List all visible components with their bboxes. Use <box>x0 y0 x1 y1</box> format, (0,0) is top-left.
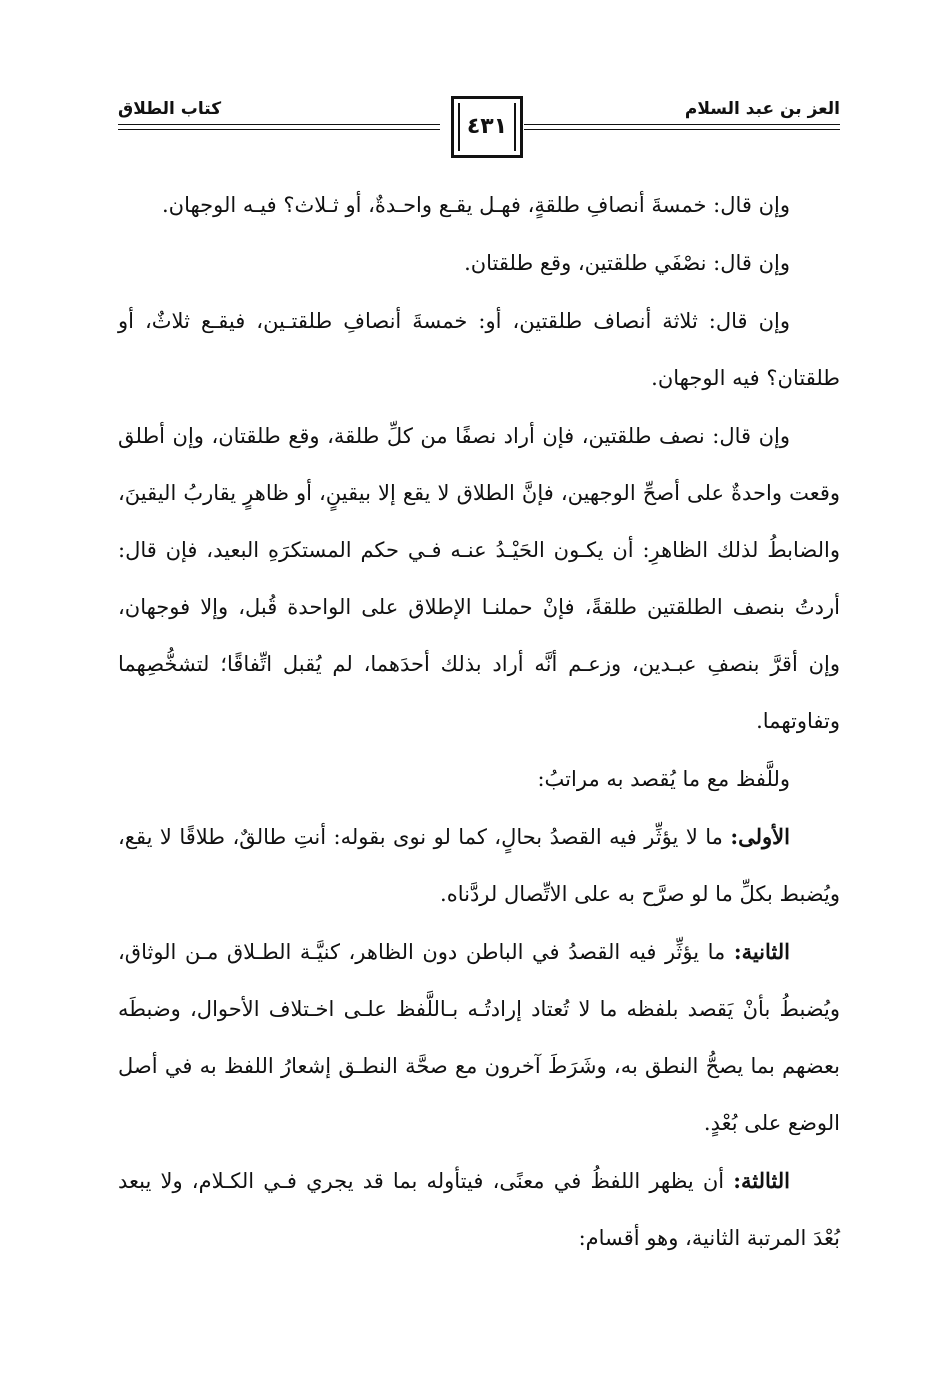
page-body <box>118 176 840 1267</box>
paragraph-text: ما لا يؤثِّر فيه القصدُ بحالٍ، كما لو نوى بقوله: أنتِ طالقٌ، طلاقًا لا يقع، ويُضبط بكلِّ ما لو صرَّح به على الاتِّصال لردَّناه. <box>118 825 840 906</box>
paragraph <box>118 808 840 923</box>
paragraph-lead: الثالثة: <box>733 1168 790 1193</box>
page-number-frame <box>451 96 523 158</box>
paragraph <box>118 292 840 407</box>
paragraph <box>118 923 840 1152</box>
paragraph-text: أن يظهر اللفظُ في معنًى، فيتأوله بما قد يجري فـي الكـلام، ولا يبعد بُعْدَ المرتبة الثانية، وهو أقسام: <box>118 1169 840 1250</box>
header-rule-left <box>118 124 440 130</box>
paragraph <box>118 407 840 750</box>
page-number: ٤٣١ <box>466 114 508 139</box>
chapter-running-head: كتاب الطلاق <box>118 99 222 119</box>
paragraph <box>118 234 840 292</box>
paragraph <box>118 1152 840 1267</box>
paragraph-text: وللَّفظ مع ما يُقصد به مراتبُ: <box>537 767 790 791</box>
header-rule-right <box>524 124 840 130</box>
author-running-head: العز بن عبد السلام <box>684 99 840 119</box>
paragraph-text: وإن قال: نصْفَي طلقتين، وقع طلقتان. <box>464 251 790 275</box>
paragraph <box>118 750 840 808</box>
paragraph <box>118 176 840 234</box>
paragraph-text: وإن قال: خمسةَ أنصافِ طلقةٍ، فهـل يقـع واحـدةٌ، أو ثـلاث؟ فيـه الوجهان. <box>161 193 790 217</box>
paragraph-text: وإن قال: نصف طلقتين، فإن أراد نصفًا من كلِّ طلقة، وقع طلقتان، وإن أطلق وقعت واحدةٌ على أصحِّ الوجهين، فإنَّ الطلاق لا يقع إلا بيقينٍ، أو ظاهرٍ يقاربُ اليقينَ، والضابطُ لذلك الظاهرِ: أن يكـون الحَيْـدُ عنـه فـي حكم المستكرَهِ البعيد، فإن قال: أردتُ بنصف الطلقتين طلقةً، فإنْ حملنـا الإطلاق على الواحدة قُبل، وإلا فوجهان، وإن أقرَّ بنصفِ عبـدين، وزعـم أنَّه أراد بذلك أحدَهما، لم يُقبل اتِّفاقًا؛ لتشخُّصِهما وتفاوتهما. <box>118 424 840 733</box>
paragraph-text: ما يؤثِّر فيه القصدُ في الباطن دون الظاهر، كنيَّـة الطـلاق مـن الوثاق، ويُضبطُ بأنْ يَقصد بلفظه ما لا تُعتاد إرادتُـه بـاللَّفظ علـى اخـتلاف الأحوال، وضبطَه بعضهم بما يصحُّ النطق به، وشَرَطَ آخرون مع صحَّة النطـق إشعارُ اللفظ به في أصل الوضع على بُعْدٍ. <box>118 940 840 1135</box>
paragraph-lead: الأولى: <box>730 824 790 849</box>
paragraph-lead: الثانية: <box>733 939 790 964</box>
paragraph-text: وإن قال: ثلاثة أنصاف طلقتين، أو: خمسةَ أنصافِ طلقتـين، فيقـع ثلاثٌ، أو طلقتان؟ فيه الوجهان. <box>118 309 840 390</box>
page-header <box>118 96 840 166</box>
